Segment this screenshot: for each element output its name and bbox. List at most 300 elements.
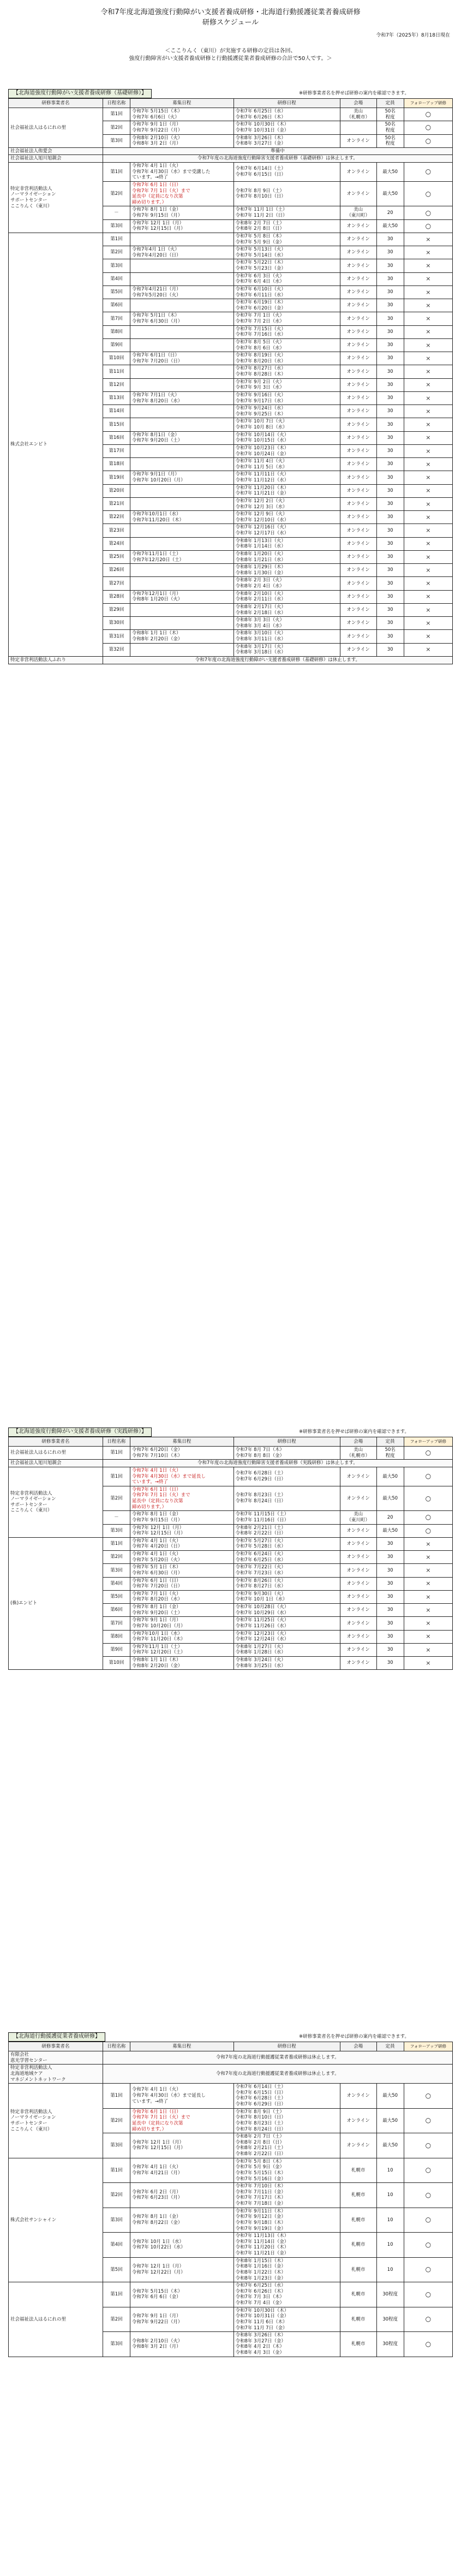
column-header: 研修事業者名	[9, 1437, 103, 1447]
session-name: 第1回	[103, 1537, 130, 1550]
session-name: 第2回	[103, 1551, 130, 1564]
session-name: 第2回	[103, 121, 130, 134]
session-name: 第5回	[103, 285, 130, 299]
training-dates: 令和7年 5月 8日（木） 令和7年 5月 9日（金）	[234, 233, 340, 246]
followup-mark	[404, 471, 452, 484]
venue: オンライン	[340, 259, 376, 272]
capacity: 30	[376, 1551, 404, 1564]
venue: オンライン	[340, 1617, 376, 1630]
provider-link[interactable]: 有限会社 恵光学習センター	[9, 2051, 103, 2065]
circle-mark-icon: ○	[425, 1526, 432, 1534]
provider-link[interactable]: 社会福祉法人はるにれの里	[9, 108, 103, 148]
session-name: 第4回	[103, 1577, 130, 1590]
capacity: 30	[376, 405, 404, 418]
section-header	[8, 87, 453, 98]
training-dates: 令和7年 7月15日（火） 令和7年 7月16日（水）	[234, 325, 340, 338]
table-row	[9, 1467, 453, 1486]
followup-mark	[404, 272, 452, 285]
capacity: 30	[376, 577, 404, 590]
capacity: 30	[376, 272, 404, 285]
cross-mark-icon: ×	[426, 315, 431, 323]
followup-mark	[404, 378, 452, 391]
followup-mark	[404, 312, 452, 325]
cross-mark-icon: ×	[426, 447, 431, 455]
session-name: 第1回	[103, 1447, 130, 1460]
training-dates: 令和7年 12月 2日（火） 令和7年 12月 3日（水）	[234, 497, 340, 510]
cross-mark-icon: ×	[426, 381, 431, 389]
provider-link[interactable]: 社会福祉法人旭川旭親会	[9, 155, 103, 163]
intro-note	[0, 47, 461, 63]
recruit-period: 令和7年 8月 1日（金） 令和7年 9月15日（月）	[130, 1511, 234, 1524]
session-name: 第20回	[103, 484, 130, 497]
table-row	[9, 233, 453, 246]
training-dates: 令和7年 8月 5日（火） 令和7年 8月 6日（水）	[234, 338, 340, 352]
training-dates: 令和7年 5月13日（火） 令和7年 5月14日（水）	[234, 246, 340, 259]
cross-mark-icon: ×	[426, 513, 431, 521]
followup-mark	[404, 1604, 452, 1617]
venue: 札幌市	[340, 2332, 376, 2357]
capacity: 30	[376, 418, 404, 431]
section-note: ※研修事業者名を押せば研修の案内を確認できます。	[299, 2034, 409, 2039]
circle-mark-icon: ○	[425, 222, 432, 230]
session-name: 第3回	[103, 219, 130, 233]
recruit-period: 令和7年 4月 1日（火） 令和7年 4月30日（水）まで受講した ています。→終了	[130, 163, 234, 182]
provider-link[interactable]: 社会福祉法人旭川旭親会	[9, 1460, 103, 1467]
followup-mark	[404, 418, 452, 431]
venue: オンライン	[340, 1577, 376, 1590]
followup-mark	[404, 2332, 452, 2357]
followup-mark	[404, 1467, 452, 1486]
section-practical-training	[8, 1426, 453, 1670]
cross-mark-icon: ×	[426, 235, 431, 243]
cross-mark-icon: ×	[426, 288, 431, 296]
capacity: 10	[376, 2158, 404, 2183]
section-note: ※研修事業者名を押せば研修の案内を確認できます。	[299, 91, 409, 96]
cross-mark-icon: ×	[426, 1606, 431, 1614]
venue: 札幌市	[340, 2282, 376, 2307]
followup-mark	[404, 603, 452, 616]
column-header: 定員	[376, 1437, 404, 1447]
provider-link[interactable]: 社会福祉法人侑愛会	[9, 147, 103, 155]
venue: オンライン	[340, 431, 376, 444]
venue: オンライン	[340, 365, 376, 378]
column-header: 研修日程	[234, 2042, 340, 2051]
recruit-period	[130, 643, 234, 656]
recruit-period: 令和7年 5月15日（木） 令和7年 6月6日（火）	[130, 108, 234, 121]
followup-mark	[404, 550, 452, 563]
capacity: 30	[376, 365, 404, 378]
session-name: 第14回	[103, 405, 130, 418]
recruit-period: 令和7年4月 1日（火） 令和7年4月20日（日）	[130, 246, 234, 259]
training-dates: 令和7年 9月16日（火） 令和7年 9月17日（水）	[234, 391, 340, 404]
header-row	[9, 1437, 453, 1447]
capacity: 最大50	[376, 1486, 404, 1511]
followup-mark	[404, 134, 452, 147]
session-name: 第7回	[103, 312, 130, 325]
cross-mark-icon: ×	[426, 1646, 431, 1653]
table-row	[9, 2158, 453, 2183]
capacity: 30	[376, 259, 404, 272]
notice-row	[9, 2051, 453, 2065]
session-name: 第32回	[103, 643, 130, 656]
recruit-period	[130, 233, 234, 246]
table-row	[9, 1537, 453, 1550]
recruit-period	[130, 484, 234, 497]
provider-link[interactable]: 社会福祉法人はるにれの里	[9, 2282, 103, 2357]
cross-mark-icon: ×	[426, 460, 431, 468]
recruit-period: 令和7年 6月 2日（月） 令和7年 6月23日（月）	[130, 2183, 234, 2208]
training-dates: 令和7年 10月30日（木） 令和7年 10月31日（金）	[234, 121, 340, 134]
session-name: 第1回	[103, 2158, 130, 2183]
training-dates: 令和7年 8月19日（火） 令和7年 8月20日（水）	[234, 352, 340, 365]
provider-link[interactable]: 特定非営利活動法人ふれり	[9, 656, 103, 664]
session-name: 第1回	[103, 2282, 130, 2307]
notice-text: 令和7年度の北海道強度行動障害支援者養成研修（基礎研修）は休止します。	[103, 155, 452, 163]
training-dates: 令和7年 10月30日（木） 令和7年 10月31日（金） 令和7年 11月 6日（木） 令和7年 11月 7日（金）	[234, 2307, 340, 2332]
session-name: 第22回	[103, 511, 130, 524]
header-row	[9, 2042, 453, 2051]
column-header: フォローアップ研修	[404, 1437, 452, 1447]
training-dates: 令和7年 6月10日（火） 令和7年 6月11日（水）	[234, 285, 340, 299]
training-dates: 令和7年 10月23日（木） 令和7年 10月24日（金）	[234, 444, 340, 457]
column-header: 募集日程	[130, 1437, 234, 1447]
cross-mark-icon: ×	[426, 262, 431, 270]
training-dates: 令和7年 5月 8日（木） 令和7年 5月 9日（金） 令和7年 5月15日（木） 令和7年 5月16日（金）	[234, 2158, 340, 2183]
capacity: 30	[376, 617, 404, 630]
followup-mark	[404, 325, 452, 338]
section-basic-training	[8, 87, 453, 664]
session-name: 第18回	[103, 458, 130, 471]
column-header: 会場	[340, 99, 376, 108]
session-name: 第21回	[103, 497, 130, 510]
title-line-1: 令和7年度北海道強度行動障がい支援者養成研修・北海道行動援護従業者養成研修	[100, 8, 361, 16]
session-name: 第10回	[103, 352, 130, 365]
session-name: 第3回	[103, 2332, 130, 2357]
recruit-period	[130, 564, 234, 577]
session-name: 第27回	[103, 577, 130, 590]
cross-mark-icon: ×	[426, 1620, 431, 1627]
capacity: 10	[376, 2233, 404, 2258]
followup-mark	[404, 352, 452, 365]
training-dates: 令和7年 11月25日（火） 令和7年 11月26日（水）	[234, 1617, 340, 1630]
session-name: 第6回	[103, 299, 130, 312]
capacity: 10	[376, 2208, 404, 2233]
section-title: 【北海道強度行動障がい支援者養成研修（実践研修）】	[8, 1427, 152, 1437]
session-name: 第3回	[103, 1564, 130, 1577]
training-dates: 令和7年 8月26日（火） 令和7年 8月27日（水）	[234, 1577, 340, 1590]
circle-mark-icon: ○	[425, 2265, 432, 2274]
provider-link[interactable]: 特定非営利活動法人 ノーマライゼーション サポートセンター ここりんく（東川）	[9, 1467, 103, 1537]
capacity: 30	[376, 325, 404, 338]
capacity: 30	[376, 603, 404, 616]
followup-mark	[404, 1657, 452, 1670]
venue: オンライン	[340, 134, 376, 147]
cross-mark-icon: ×	[426, 619, 431, 627]
recruit-period	[130, 444, 234, 457]
training-dates: 令和7年 12月23日（火） 令和7年 12月24日（水）	[234, 1630, 340, 1643]
cross-mark-icon: ×	[426, 301, 431, 309]
session-name: 第19回	[103, 471, 130, 484]
cross-mark-icon: ×	[426, 1633, 431, 1640]
capacity: 30	[376, 550, 404, 563]
notice-text: 令和7年度の北海道強度行動障がい支援者養成研修（基礎研修）は休止します。	[103, 656, 452, 664]
circle-mark-icon: ○	[425, 168, 432, 176]
venue: オンライン	[340, 1643, 376, 1656]
recruit-period: 令和7年10月 1日（水） 令和7年 11月20日（木）	[130, 1630, 234, 1643]
recruit-period: 令和7年11月 1日（土） 令和7年 12月20日（土）	[130, 1643, 234, 1656]
session-name: 第2回	[103, 1486, 130, 1511]
recruit-period: 令和8年 2月10日（火） 令和8年 3月 2日（月）	[130, 134, 234, 147]
session-name: 第11回	[103, 365, 130, 378]
training-dates: 令和8年 1月15日（木） 令和8年 1月16日（金） 令和8年 1月22日（木） 令和8年 1月23日（金）	[234, 2257, 340, 2282]
followup-mark	[404, 1643, 452, 1656]
session-name: 第5回	[103, 1590, 130, 1603]
session-name: 第5回	[103, 2257, 130, 2282]
recruit-period: 令和7年 12月 1日（月） 令和7年 12月22日（月）	[130, 2257, 234, 2282]
recruit-period	[130, 418, 234, 431]
column-header: 募集日程	[130, 99, 234, 108]
cross-mark-icon: ×	[426, 1593, 431, 1601]
circle-mark-icon: ○	[425, 1494, 432, 1502]
recruit-period: 令和7年 9月1日（月） 令和7年 10月20日（月）	[130, 471, 234, 484]
recruit-period: 令和7年 8月1日（金） 令和7年 9月20日（土）	[130, 431, 234, 444]
capacity: 30	[376, 458, 404, 471]
session-name: 第8回	[103, 325, 130, 338]
section-title: 【北海道強度行動障がい支援者養成研修（基礎研修）】	[8, 89, 152, 98]
session-name: 第4回	[103, 272, 130, 285]
venue: オンライン	[340, 1604, 376, 1617]
recruit-period: 令和7年 4月 1日（火） 令和7年 4月30日（水）まで延長し ています。→終了	[130, 1467, 234, 1486]
venue: オンライン	[340, 2133, 376, 2158]
followup-mark	[404, 617, 452, 630]
session-name: 第2回	[103, 2183, 130, 2208]
followup-mark	[404, 338, 452, 352]
notice-text: 令和7年度の北海道行動援護従業者養成研修は休止します。	[103, 2051, 452, 2065]
cross-mark-icon: ×	[426, 1553, 431, 1561]
venue: オンライン	[340, 1564, 376, 1577]
capacity: 10	[376, 2257, 404, 2282]
venue: オンライン	[340, 550, 376, 563]
training-dates: 令和7年 6月24日（火） 令和7年 6月25日（水）	[234, 1551, 340, 1564]
followup-mark	[404, 2282, 452, 2307]
training-dates: 令和7年 10月14日（火） 令和7年 10月15日（水）	[234, 431, 340, 444]
session-name: 第1回	[103, 233, 130, 246]
venue: オンライン	[340, 444, 376, 457]
followup-mark	[404, 259, 452, 272]
session-name: 第3回	[103, 2208, 130, 2233]
training-dates: 令和8年 2月21日（土） 令和8年 2月22日（日）	[234, 1524, 340, 1537]
circle-mark-icon: ○	[425, 2340, 432, 2348]
cross-mark-icon: ×	[426, 500, 431, 508]
recruit-period: 令和7年 4月 1日（火） 令和7年 4月30日（水）まで延長し ています。→終了	[130, 2084, 234, 2109]
training-dates: 令和7年 11月 1日（土） 令和7年 11月 2日（日）	[234, 206, 340, 219]
capacity: 30	[376, 630, 404, 643]
training-dates: 令和7年 8月 9日（土） 令和7年 8月10日（日）	[234, 181, 340, 206]
recruit-period	[130, 458, 234, 471]
session-name: 第1回	[103, 108, 130, 121]
capacity: 30	[376, 1657, 404, 1670]
recruit-period: 令和7年 9月 1日（月） 令和7年 9月22日（月）	[130, 121, 234, 134]
recruit-period	[130, 537, 234, 550]
training-dates: 令和7年 11月13日（木） 令和7年 11月14日（金） 令和7年 11月20日（木） 令和7年 11月21日（金）	[234, 2233, 340, 2258]
circle-mark-icon: ○	[425, 2141, 432, 2149]
followup-mark	[404, 511, 452, 524]
followup-mark	[404, 2084, 452, 2109]
session-name: 第2回	[103, 2108, 130, 2133]
session-name: 第25回	[103, 550, 130, 563]
column-header: 定員	[376, 99, 404, 108]
venue: オンライン	[340, 285, 376, 299]
followup-mark	[404, 1577, 452, 1590]
circle-mark-icon: ○	[425, 2191, 432, 2199]
recruit-period	[130, 272, 234, 285]
session-name: 第23回	[103, 524, 130, 537]
column-header: 日程名称	[103, 1437, 130, 1447]
followup-mark	[404, 2158, 452, 2183]
training-dates: 令和7年 6月14日（土） 令和7年 6月15日（日）	[234, 163, 340, 182]
cross-mark-icon: ×	[426, 341, 431, 349]
session-name: 第1回	[103, 1467, 130, 1486]
cross-mark-icon: ×	[426, 368, 431, 376]
training-dates: 令和7年 6月25日（水） 令和7年 6月26日（木） 令和7年 7月 3日（木） 令和7年 7月 4日（金）	[234, 2282, 340, 2307]
cross-mark-icon: ×	[426, 566, 431, 574]
venue: オンライン	[340, 1590, 376, 1603]
followup-mark	[404, 524, 452, 537]
session-name: 第29回	[103, 603, 130, 616]
recruit-period: 令和7年 6月 1日（日） 令和7年 7月 1日（火）まで 延長中（定員になり次第 締め切ります。）	[130, 2108, 234, 2133]
column-header: 定員	[376, 2042, 404, 2051]
session-name: 第12回	[103, 378, 130, 391]
session-name: 第2回	[103, 246, 130, 259]
column-header: フォローアップ研修	[404, 2042, 452, 2051]
provider-link[interactable]: (株)エンピト	[9, 1537, 103, 1670]
capacity: 最大50	[376, 1467, 404, 1486]
venue: 札幌市	[340, 2208, 376, 2233]
recruit-period	[130, 299, 234, 312]
circle-mark-icon: ○	[425, 110, 432, 118]
followup-mark	[404, 497, 452, 510]
recruit-period: 令和7年 4月 1日（火） 令和7年 5月20日（火）	[130, 1551, 234, 1564]
training-dates: 令和7年 8月 7日（木） 令和7年 8月 8日（金）	[234, 1447, 340, 1460]
capacity: 30程度	[376, 2307, 404, 2332]
venue: オンライン	[340, 1630, 376, 1643]
capacity: 30	[376, 391, 404, 404]
provider-link[interactable]: 特定非営利活動法人 ノーマライゼーション サポートセンター ここりんく（東川）	[9, 163, 103, 233]
training-dates: 令和8年 3月17日（火） 令和8年 3月18日（水）	[234, 643, 340, 656]
recruit-period: 令和7年 6月20日（金） 令和7年 7月10日（木）	[130, 1447, 234, 1460]
recruit-period	[130, 325, 234, 338]
column-header: 研修事業者名	[9, 99, 103, 108]
column-header: 会場	[340, 2042, 376, 2051]
training-dates: 令和7年 9月11日（木） 令和7年 9月12日（金） 令和7年 9月18日（木） 令和7年 9月19日（金）	[234, 2208, 340, 2233]
session-name: 第3回	[103, 134, 130, 147]
cross-mark-icon: ×	[426, 633, 431, 640]
session-name: 第16回	[103, 431, 130, 444]
followup-mark	[404, 458, 452, 471]
recruit-period: 令和7年 9月 1日（月） 令和7年 10月20日（月）	[130, 1617, 234, 1630]
recruit-period: 令和7年10月1日（水） 令和7年11月20日（木）	[130, 511, 234, 524]
venue: オンライン	[340, 471, 376, 484]
capacity: 30	[376, 1564, 404, 1577]
venue: 札幌市	[340, 2233, 376, 2258]
circle-mark-icon: ○	[425, 189, 432, 198]
circle-mark-icon: ○	[425, 2290, 432, 2298]
recruit-period	[130, 405, 234, 418]
venue: オンライン	[340, 233, 376, 246]
training-dates: 令和8年 2月 7日（土） 令和8年 2月 8日（日）	[234, 219, 340, 233]
cross-mark-icon: ×	[426, 593, 431, 600]
capacity: 30	[376, 1577, 404, 1590]
venue: オンライン	[340, 603, 376, 616]
capacity: 30	[376, 537, 404, 550]
cross-mark-icon: ×	[426, 354, 431, 362]
venue: オンライン	[340, 577, 376, 590]
provider-link[interactable]: 株式会社エンピト	[9, 233, 103, 656]
session-name: 第3回	[103, 1524, 130, 1537]
circle-mark-icon: ○	[425, 2116, 432, 2125]
followup-mark	[404, 219, 452, 233]
section-note: ※研修事業者名を押せば研修の案内を確認できます。	[299, 1429, 409, 1435]
recruit-period: 令和8年 1月 1日（木） 令和8年 2月20日（金）	[130, 630, 234, 643]
venue: オンライン	[340, 163, 376, 182]
venue: 札幌市	[340, 2158, 376, 2183]
circle-mark-icon: ○	[425, 1513, 432, 1521]
session-name: 第30回	[103, 617, 130, 630]
provider-link[interactable]: 特定非営利活動法人 北海道地域ケア マネジメントネットワーク	[9, 2065, 103, 2084]
recruit-period: 令和7年 8月 1日（金） 令和7年 9月20日（土）	[130, 1604, 234, 1617]
capacity: 30	[376, 484, 404, 497]
provider-link[interactable]: 社会福祉法人はるにれの里	[9, 1447, 103, 1460]
training-dates: 令和7年 8月23日（土） 令和7年 8月24日（日）	[234, 1486, 340, 1511]
cross-mark-icon: ×	[426, 540, 431, 548]
intro-line-2: 強度行動障害がい支援者養成研修と行動援護従業者養成研修の合計で50人です。＞	[129, 56, 332, 62]
cross-mark-icon: ×	[426, 474, 431, 481]
training-dates: 令和7年 6月 3日（火） 令和7年 6月 4日（水）	[234, 272, 340, 285]
circle-mark-icon: ○	[425, 2166, 432, 2174]
recruit-period: 令和7年 10月 1日（水） 令和7年 10月22日（水）	[130, 2233, 234, 2258]
venue: 札幌市	[340, 2307, 376, 2332]
notice-row	[9, 2065, 453, 2084]
capacity: 30	[376, 564, 404, 577]
schedule-table	[8, 1437, 453, 1670]
training-dates: 令和7年 10月 7日（火） 令和7年 10月 8日（水）	[234, 418, 340, 431]
cross-mark-icon: ×	[426, 580, 431, 587]
notice-text: 令和7年度の北海道強度行動障害支援者養成研修（実践研修）は休止します。	[103, 1460, 452, 1467]
capacity: 20	[376, 1511, 404, 1524]
capacity: 30	[376, 312, 404, 325]
training-dates: 令和7年 11月20日（木） 令和7年 11月21日（金）	[234, 484, 340, 497]
recruit-period: 令和7年12月1日（月） 令和8年 1月20日（火）	[130, 590, 234, 603]
followup-mark	[404, 1447, 452, 1460]
recruit-period: 令和7年 5月1日（木） 令和7年 6月30日（月）	[130, 312, 234, 325]
capacity: 30	[376, 1617, 404, 1630]
table-row	[9, 2282, 453, 2307]
circle-mark-icon: ○	[425, 2091, 432, 2099]
provider-link[interactable]: 株式会社サンシャイン	[9, 2158, 103, 2282]
venue: オンライン	[340, 2108, 376, 2133]
provider-link[interactable]: 特定非営利活動法人 ノーマライゼーション サポートセンター ここりんく（東川）	[9, 2084, 103, 2158]
followup-mark	[404, 1630, 452, 1643]
table-row	[9, 1447, 453, 1460]
followup-mark	[404, 2233, 452, 2258]
recruit-period: 令和7年 8月 1日（金） 令和7年 8月22日（金）	[130, 2208, 234, 2233]
capacity: 50名 程度	[376, 121, 404, 134]
session-name: 第3回	[103, 259, 130, 272]
cross-mark-icon: ×	[426, 1580, 431, 1587]
followup-mark	[404, 181, 452, 206]
cross-mark-icon: ×	[426, 1567, 431, 1574]
capacity: 最大50	[376, 2108, 404, 2133]
